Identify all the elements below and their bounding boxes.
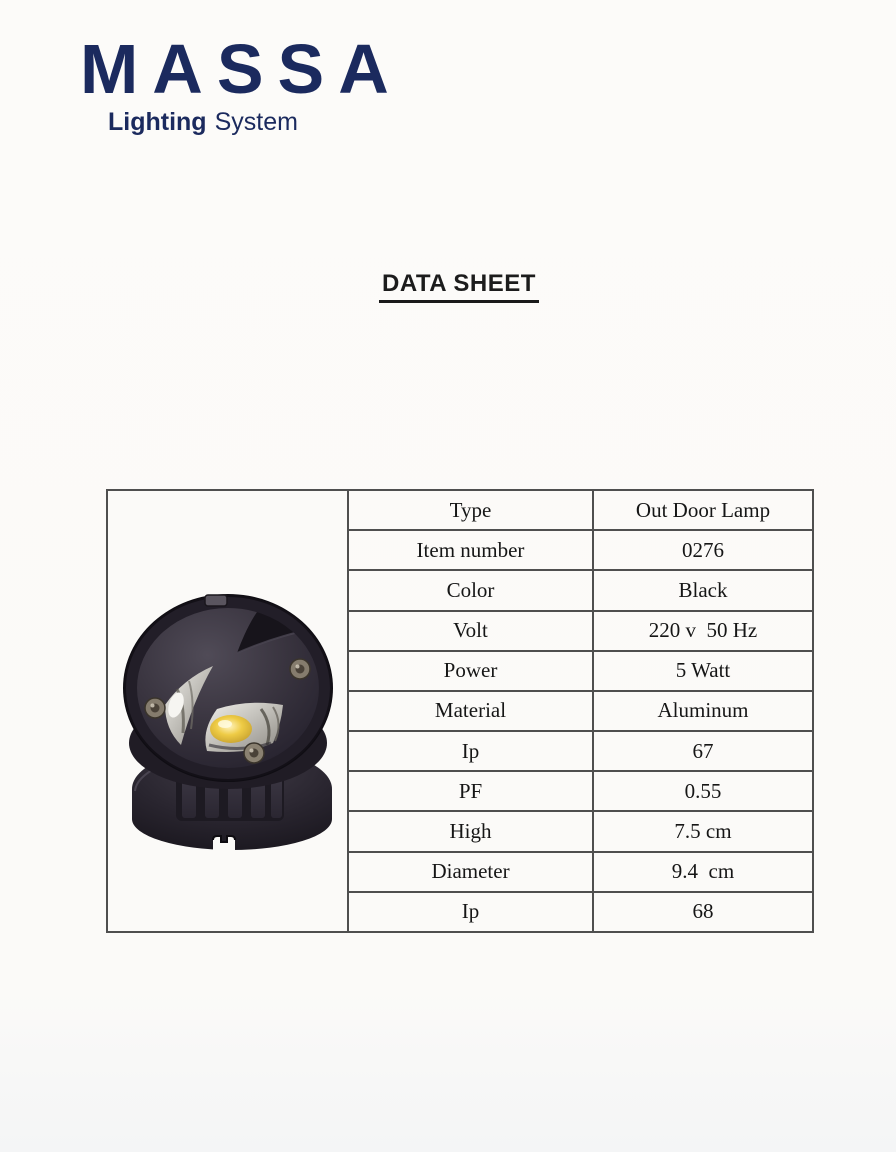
spec-label: Color <box>348 570 593 610</box>
brand-tagline <box>108 108 403 136</box>
spec-value: 0.55 <box>593 771 813 811</box>
brand-wordmark: MASSA <box>80 30 403 108</box>
spec-value: 9.4 cm <box>593 852 813 892</box>
spec-value: Aluminum <box>593 691 813 731</box>
spec-value: Out Door Lamp <box>593 490 813 530</box>
outdoor-lamp-illustration <box>121 593 335 863</box>
spec-label: Ip <box>348 731 593 771</box>
product-image-cell <box>107 490 348 932</box>
spec-label: Diameter <box>348 852 593 892</box>
spec-value: 5 Watt <box>593 651 813 691</box>
spec-value: 220 v 50 Hz <box>593 611 813 651</box>
spec-value: Black <box>593 570 813 610</box>
brand-tagline-regular: System <box>214 108 298 136</box>
spec-label: Ip <box>348 892 593 932</box>
lamp-top-notch <box>205 595 227 606</box>
led-chip <box>210 715 252 743</box>
brand-logo <box>80 30 403 136</box>
title-area <box>0 270 896 303</box>
spec-value: 7.5 cm <box>593 811 813 851</box>
spec-label: Volt <box>348 611 593 651</box>
spec-table <box>106 489 814 933</box>
spec-label: Item number <box>348 530 593 570</box>
spec-value: 0276 <box>593 530 813 570</box>
spec-label: Power <box>348 651 593 691</box>
spec-label: High <box>348 811 593 851</box>
spec-label: PF <box>348 771 593 811</box>
spec-value: 67 <box>593 731 813 771</box>
lamp-head <box>123 594 333 782</box>
spec-label: Material <box>348 691 593 731</box>
page-title: DATA SHEET <box>379 270 539 303</box>
spec-value: 68 <box>593 892 813 932</box>
product-photo <box>121 593 335 863</box>
brand-tagline-bold: Lighting <box>108 108 207 136</box>
spec-label: Type <box>348 490 593 530</box>
spec-row <box>107 490 813 530</box>
